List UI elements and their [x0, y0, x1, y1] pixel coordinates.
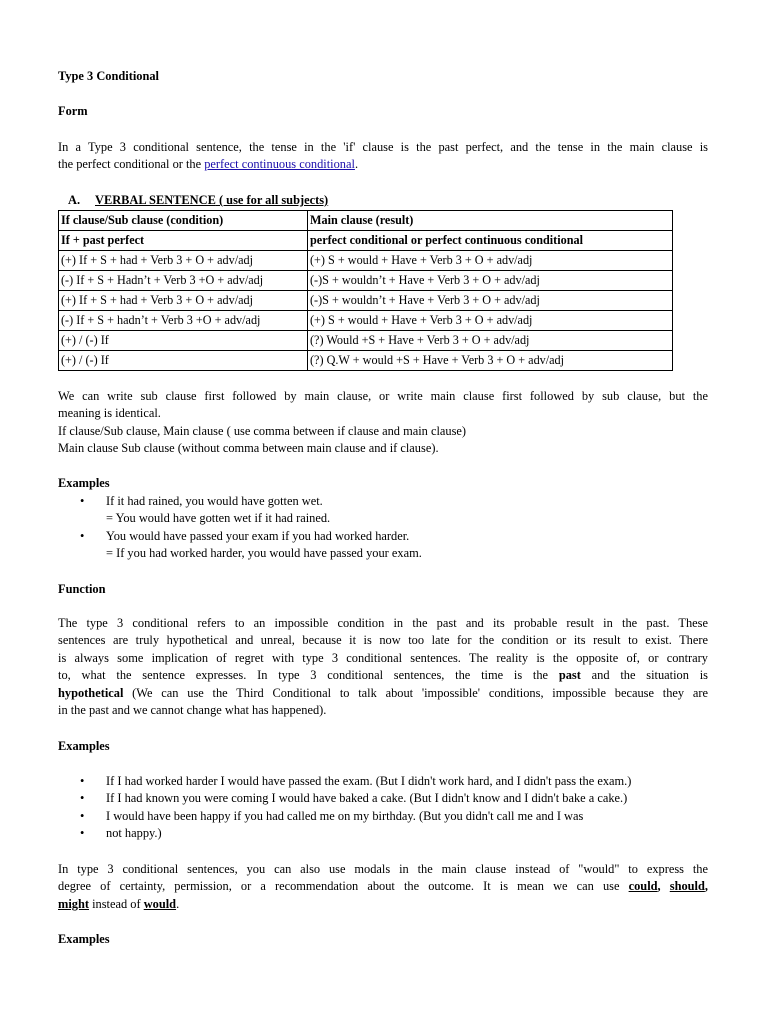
function-line-6: in the past and we cannot change what has happened).: [58, 703, 327, 718]
form-heading: Form: [58, 104, 88, 118]
modal-should: should: [669, 879, 705, 894]
section-a-label: VERBAL SENTENCE: [95, 193, 216, 207]
table-cell: (+) S + would + Have + Verb 3 + O + adv/adj: [308, 311, 673, 331]
function-line-2: sentences are truly hypothetical and unreal, because it is now too late for the condition or its result to exist. There: [58, 633, 708, 648]
order-line-3: If clause/Sub clause, Main clause ( use comma between if clause and main clause): [58, 423, 467, 438]
function-text: and the situation is: [580, 668, 708, 683]
intro-period: .: [354, 157, 359, 172]
example-sentence: If it had rained, you would have gotten wet.: [106, 494, 323, 508]
order-line-4: Main clause Sub clause (without comma between main clause and if clause).: [58, 441, 439, 456]
intro-line-1: In a Type 3 conditional sentence, the tense in the 'if' clause is the past perfect, and the tense in the main clause is: [58, 140, 708, 154]
example-equivalent: = If you had worked harder, you would have passed your exam.: [106, 546, 422, 561]
function-text: (We can use the Third Conditional to talk about 'impossible' conditions, impossible because they are: [123, 685, 708, 700]
function-line-4: [58, 667, 708, 684]
section-a-note: ( use for all subjects): [215, 193, 329, 207]
table-cell: (+) / (-) If: [59, 331, 308, 351]
modals-period: .: [176, 896, 180, 911]
table-subheader-row: [59, 231, 673, 251]
header-cell-condition: If clause/Sub clause (condition): [59, 211, 308, 231]
table-row: [59, 351, 673, 371]
example-equivalent: = You would have gotten wet if it had rained.: [106, 511, 331, 526]
function-text: to, what the sentence expresses. In type 3 conditional sentences, the time is the: [58, 668, 559, 683]
table-cell: (+) / (-) If: [59, 351, 308, 371]
list-item: • If I had known you were coming I would have baked a cake. (But I didn't know and I didn't bake a cake.): [58, 790, 631, 807]
table-row: [59, 291, 673, 311]
intro-text: the perfect conditional or the: [58, 157, 205, 172]
list-item: [58, 528, 422, 545]
table-cell: (+) If + S + had + Verb 3 + O + adv/adj: [59, 251, 308, 271]
table-row: [59, 271, 673, 291]
modal-would: would: [143, 896, 177, 911]
modals-comma: ,: [657, 879, 670, 894]
list-item: • I would have been happy if you had called me on my birthday. (But you didn't call me and I was: [58, 808, 631, 825]
table-header-row: [59, 211, 673, 231]
modals-text: instead of: [88, 896, 144, 911]
examples-list-2: [58, 773, 631, 843]
list-item: • If I had worked harder I would have passed the exam. (But I didn't work hard, and I didn't pass the exam.): [58, 773, 631, 790]
modals-paragraph: [58, 861, 708, 913]
table-cell: (?) Would +S + Have + Verb 3 + O + adv/adj: [308, 331, 673, 351]
example-sentence: You would have passed your exam if you had worked harder.: [106, 528, 410, 543]
table-row: [59, 251, 673, 271]
modals-comma: ,: [704, 879, 708, 894]
modal-could: could: [628, 879, 658, 894]
function-line-1: The type 3 conditional refers to an impossible condition in the past and its probable result in the past. These: [58, 616, 708, 630]
header-cell-result: Main clause (result): [308, 211, 673, 231]
examples-list-1: [58, 493, 422, 563]
table-row: [59, 311, 673, 331]
list-item: • not happy.): [58, 825, 631, 842]
modal-might: might: [58, 896, 89, 911]
section-a-marker: A.: [68, 193, 81, 207]
table-cell: (-)S + wouldn’t + Have + Verb 3 + O + adv/adj: [308, 291, 673, 311]
modals-line-3: [58, 896, 708, 913]
list-item: [58, 493, 422, 510]
modals-text: degree of certainty, permission, or a recommendation about the outcome. It is mean we can use: [58, 879, 629, 894]
order-line-2: meaning is identical.: [58, 406, 161, 421]
subheader-cell-result: perfect conditional or perfect continuous conditional: [308, 231, 673, 251]
section-a-heading: [68, 192, 328, 209]
examples-heading-3: Examples: [58, 932, 110, 946]
page-title: Type 3 Conditional: [58, 69, 159, 83]
clause-order-paragraph: [58, 388, 708, 458]
table-row: [59, 331, 673, 351]
function-bold-hypothetical: hypothetical: [58, 685, 124, 700]
verbal-sentence-table: [58, 210, 673, 371]
table-cell: (+) If + S + had + Verb 3 + O + adv/adj: [59, 291, 308, 311]
table-cell: (-) If + S + hadn’t + Verb 3 +O + adv/adj: [59, 311, 308, 331]
function-line-5: [58, 685, 708, 702]
table-cell: (?) Q.W + would +S + Have + Verb 3 + O + adv/adj: [308, 351, 673, 371]
order-line-1: We can write sub clause first followed by main clause, or write main clause first followed by sub clause, but the: [58, 389, 708, 403]
function-paragraph: [58, 615, 708, 719]
table-cell: (+) S + would + Have + Verb 3 + O + adv/adj: [308, 251, 673, 271]
modals-line-1: In type 3 conditional sentences, you can also use modals in the main clause instead of "would" to express the: [58, 862, 708, 876]
function-bold-past: past: [558, 668, 581, 683]
table-cell: (-)S + wouldn’t + Have + Verb 3 + O + adv/adj: [308, 271, 673, 291]
examples-heading-1: Examples: [58, 476, 110, 490]
examples-heading-2: Examples: [58, 739, 110, 753]
function-heading: Function: [58, 582, 106, 596]
table-cell: (-) If + S + Hadn’t + Verb 3 +O + adv/adj: [59, 271, 308, 291]
intro-paragraph: [58, 139, 708, 174]
intro-line-2: [58, 156, 708, 173]
function-line-3: is always some implication of regret with type 3 conditional sentences. The reality is the opposite of, or contrary: [58, 650, 708, 665]
subheader-cell-condition: If + past perfect: [59, 231, 308, 251]
perfect-continuous-conditional-link[interactable]: perfect continuous conditional: [204, 157, 355, 172]
modals-line-2: [58, 878, 708, 895]
